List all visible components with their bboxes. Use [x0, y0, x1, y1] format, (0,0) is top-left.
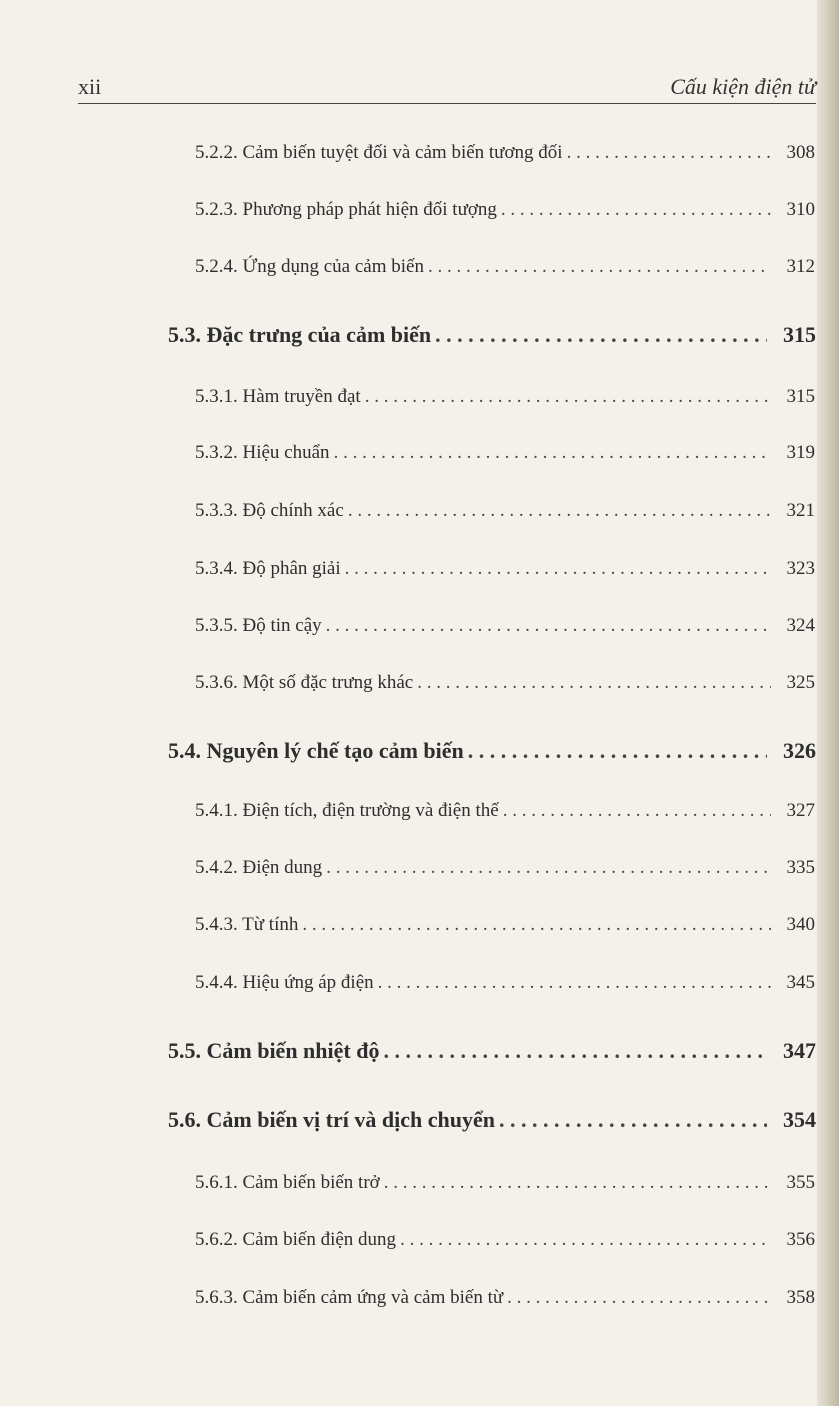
toc-subsection-entry — [195, 914, 815, 936]
toc-section-entry — [168, 322, 816, 348]
toc-leader-dots — [345, 558, 771, 580]
page-header — [78, 68, 816, 104]
toc-leader-dots — [468, 738, 767, 764]
toc-subsection-entry — [195, 142, 815, 164]
toc-entry-page: 335 — [786, 857, 815, 878]
toc-entry-title: 5.4.1. Điện tích, điện trường và điện thế — [195, 800, 499, 821]
toc-subsection-entry — [195, 672, 815, 694]
toc-entry-page: 325 — [786, 672, 815, 693]
toc-subsection-entry — [195, 1287, 815, 1309]
toc-leader-dots — [503, 800, 771, 822]
toc-subsection-entry — [195, 199, 815, 221]
toc-entry-page: 355 — [786, 1172, 815, 1193]
toc-leader-dots — [400, 1229, 771, 1251]
toc-section-entry — [168, 1038, 816, 1064]
toc-entry-title: 5.3.4. Độ phân giải — [195, 558, 341, 579]
toc-leader-dots — [499, 1107, 767, 1133]
toc-entry-page: 326 — [783, 738, 816, 763]
toc-entry-page: 356 — [786, 1229, 815, 1250]
toc-leader-dots — [302, 914, 771, 936]
toc-entry-title: 5.6. Cảm biến vị trí và dịch chuyển — [168, 1107, 495, 1132]
toc-entry-page: 340 — [786, 914, 815, 935]
toc-section-entry — [168, 1107, 816, 1133]
toc-subsection-entry — [195, 558, 815, 580]
toc-entry-page: 315 — [786, 386, 815, 407]
toc-subsection-entry — [195, 972, 815, 994]
toc-entry-title: 5.4.3. Từ tính — [195, 914, 299, 935]
toc-leader-dots — [348, 500, 771, 522]
toc-subsection-entry — [195, 800, 815, 822]
toc-entry-page: 323 — [786, 558, 815, 579]
toc-subsection-entry — [195, 615, 815, 637]
toc-entry-page: 312 — [786, 256, 815, 277]
page-edge — [817, 0, 839, 1406]
toc-entry-title: 5.2.2. Cảm biến tuyệt đối và cảm biến tương đối — [195, 142, 563, 163]
toc-subsection-entry — [195, 442, 815, 464]
toc-entry-title: 5.6.3. Cảm biến cảm ứng và cảm biến từ — [195, 1287, 504, 1308]
header-rule — [78, 103, 816, 104]
toc-subsection-entry — [195, 386, 815, 408]
running-title: Cấu kiện điện tử — [670, 74, 816, 99]
toc-entry-page: 310 — [786, 199, 815, 220]
toc-subsection-entry — [195, 1172, 815, 1194]
toc-entry-page: 327 — [786, 800, 815, 821]
toc-leader-dots — [507, 1287, 771, 1309]
toc-entry-title: 5.4.2. Điện dung — [195, 857, 323, 878]
toc-entry-title: 5.6.2. Cảm biến điện dung — [195, 1229, 397, 1250]
toc-leader-dots — [417, 672, 771, 694]
toc-entry-title: 5.5. Cảm biến nhiệt độ — [168, 1038, 380, 1063]
toc-entry-title: 5.4.4. Hiệu ứng áp điện — [195, 972, 374, 993]
toc-entry-title: 5.3.3. Độ chính xác — [195, 500, 344, 521]
toc-subsection-entry — [195, 500, 815, 522]
toc-entry-page: 324 — [786, 615, 815, 636]
toc-entry-page: 315 — [783, 322, 816, 347]
toc-subsection-entry — [195, 1229, 815, 1251]
toc-entry-page: 319 — [786, 442, 815, 463]
toc-entry-title: 5.3.6. Một số đặc trưng khác — [195, 672, 414, 693]
toc-leader-dots — [501, 199, 771, 221]
toc-leader-dots — [384, 1172, 771, 1194]
toc-entry-title: 5.3. Đặc trưng của cảm biến — [168, 322, 432, 347]
toc-subsection-entry — [195, 857, 815, 879]
toc-entry-title: 5.3.2. Hiệu chuẩn — [195, 442, 330, 463]
toc-entry-title: 5.4. Nguyên lý chế tạo cảm biến — [168, 738, 464, 763]
toc-leader-dots — [383, 1038, 767, 1064]
toc-entry-page: 345 — [786, 972, 815, 993]
toc-entry-page: 358 — [786, 1287, 815, 1308]
toc-section-entry — [168, 738, 816, 764]
toc-subsection-entry — [195, 256, 815, 278]
toc-entry-title: 5.2.3. Phương pháp phát hiện đối tượng — [195, 199, 497, 220]
toc-entry-page: 321 — [786, 500, 815, 521]
toc-leader-dots — [326, 857, 771, 879]
toc-leader-dots — [378, 972, 771, 994]
page-number: xii — [78, 74, 102, 99]
toc-leader-dots — [435, 322, 767, 348]
toc-leader-dots — [365, 386, 771, 408]
toc-leader-dots — [428, 256, 771, 278]
toc-leader-dots — [567, 142, 771, 164]
toc-entry-title: 5.3.1. Hàm truyền đạt — [195, 386, 361, 407]
toc-entry-title: 5.3.5. Độ tin cậy — [195, 615, 322, 636]
toc-entry-page: 354 — [783, 1107, 816, 1132]
toc-entry-page: 308 — [786, 142, 815, 163]
toc-entry-title: 5.6.1. Cảm biến biến trở — [195, 1172, 380, 1193]
toc-leader-dots — [326, 615, 771, 637]
toc-entry-title: 5.2.4. Ứng dụng của cảm biến — [195, 256, 424, 277]
toc-entry-page: 347 — [783, 1038, 816, 1063]
toc-leader-dots — [334, 442, 771, 464]
